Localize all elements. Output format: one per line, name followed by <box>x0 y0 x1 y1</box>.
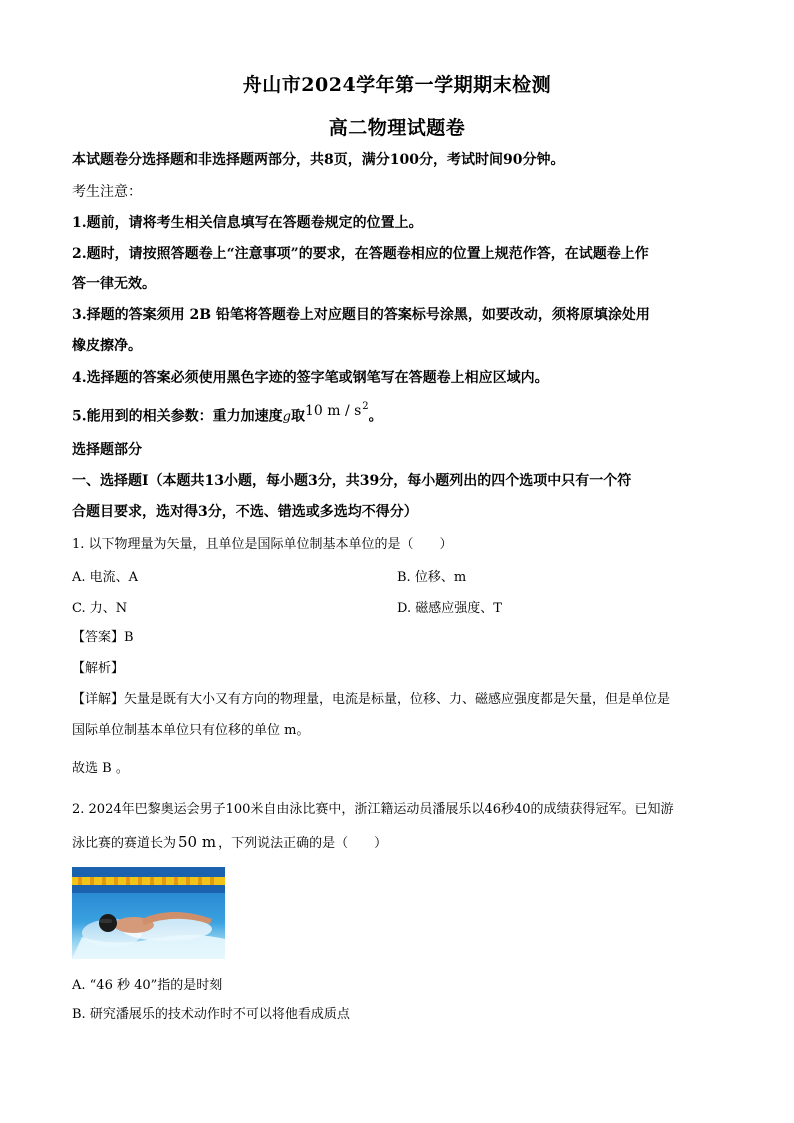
q2-option-b: B. 研究潘展乐的技术动作时不可以将他看成质点 <box>72 1007 350 1022</box>
q2-option-a: A. “46 秒 40”指的是时刻 <box>72 978 223 993</box>
q1-option-a: A. 电流、A <box>72 570 139 585</box>
q1-stem: 1. 以下物理量为矢量，且单位是国际单位制基本单位的是（ ） <box>72 537 453 552</box>
notice-item-5 <box>72 403 732 428</box>
q2-stem-b <box>72 832 732 854</box>
q1-option-b: B. 位移、m <box>397 570 467 585</box>
param-text: 5.能用到的相关参数：重力加速度 <box>72 408 283 425</box>
q1-detail-b: 国际单位制基本单位只有位移的单位 m。 <box>72 723 310 738</box>
param-value-text: 10 m / s <box>304 402 362 419</box>
intro-line: 本试题卷分选择题和非选择题两部分，共8页，满分100分，考试时间90分钟。 <box>72 152 565 168</box>
q1-analysis: 【解析】 <box>72 661 125 676</box>
q1-conclusion: 故选 B 。 <box>72 761 129 776</box>
swimmer-photo-drawing <box>72 867 225 959</box>
swimmer-icon <box>72 912 225 959</box>
param-value <box>305 403 369 419</box>
param-exponent: 2 <box>362 401 369 412</box>
param-end: 。 <box>368 408 383 425</box>
section-heading-b: 合题目要求，选对得3分，不选、错选或多选均不得分） <box>72 504 418 520</box>
notice-item-1: 1.题前，请将考生相关信息填写在答题卷规定的位置上。 <box>72 215 423 231</box>
notice-item-2a: 2.题时，请按照答题卷上“注意事项”的要求，在答题卷相应的位置上规范作答，在试题卷上作 <box>72 246 649 262</box>
exam-title: 舟山市2024学年第一学期期末检测 <box>242 74 552 96</box>
lane-rope-icon <box>72 877 225 885</box>
param-g-symbol: g <box>282 409 291 425</box>
q2-stem-a: 2. 2024年巴黎奥运会男子100米自由泳比赛中，浙江籍运动员潘展乐以46秒40的成绩获得冠军。已知游 <box>72 802 674 817</box>
section-heading-a: 一、选择题Ⅰ（本题共13小题，每小题3分，共39分，每小题列出的四个选项中只有一个符 <box>72 473 632 489</box>
swimmer-photo <box>72 867 225 959</box>
q2-stem-b-pre: 泳比赛的赛道长为 <box>72 836 177 851</box>
notice-item-3b: 橡皮擦净。 <box>72 338 142 354</box>
notice-item-4: 4.选择题的答案必须使用黑色字迹的签字笔或钢笔写在答题卷上相应区域内。 <box>72 370 549 386</box>
q1-option-c: C. 力、N <box>72 601 128 616</box>
q2-track-length: 50 m <box>178 833 217 851</box>
q1-option-d: D. 磁感应强度、T <box>397 601 502 616</box>
exam-subtitle: 高二物理试题卷 <box>328 117 466 139</box>
q1-detail-a: 【详解】矢量是既有大小又有方向的物理量，电流是标量，位移、力、磁感应强度都是矢量，但是单位是 <box>72 692 671 707</box>
q1-answer: 【答案】B <box>72 630 134 645</box>
notice-item-3a: 3.择题的答案须用 2B 铅笔将答题卷上对应题目的答案标号涂黑，如要改动，须将原填涂处用 <box>72 307 650 323</box>
q2-stem-b-post: ，下列说法正确的是（ ） <box>218 836 388 851</box>
section-label: 选择题部分 <box>72 442 142 458</box>
param-take: 取 <box>290 408 305 425</box>
notice-title: 考生注意： <box>72 184 142 200</box>
notice-item-2b: 答一律无效。 <box>72 276 156 292</box>
